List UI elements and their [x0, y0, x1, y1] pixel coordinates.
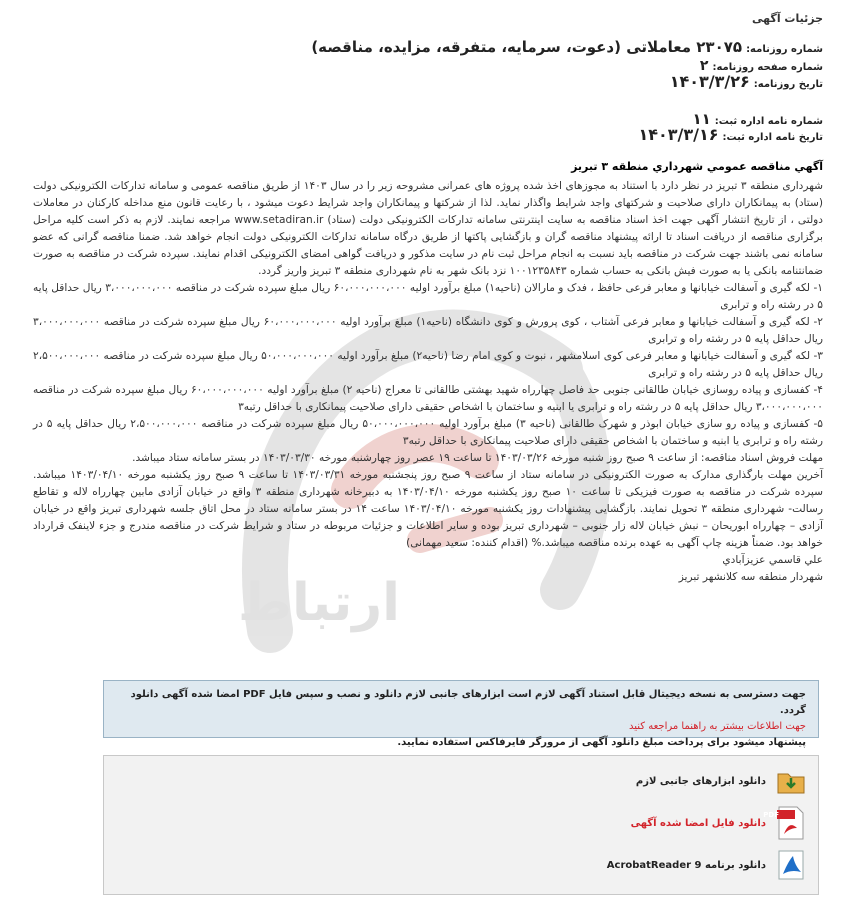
ad-item-2: ۲- لکه گیری و آسفالت خیابانها و معابر فرعی آشتاب ، کوی پرورش و کوی دانشگاه (ناحیه۱) مبلغ برآورد اولیه ۶۰،۰۰۰،۰۰۰،۰۰۰ ریال مبلغ سپرده شرکت در مناقصه ۳،۰۰۰،۰۰۰،۰۰۰ ریال حداقل پایه ۵ در رشته راه و ترابری [33, 316, 823, 345]
download-reader-link[interactable] [607, 847, 806, 883]
help-link[interactable]: جهت اطلاعات بیشتر به راهنما مراجعه کنید [628, 721, 806, 732]
notice-line-download: جهت دسترسی به نسخه دیجیتال قابل استناد آگهی لازم است ابزارهای جانبی لازم دانلود و نصب و سپس فایل PDF امضا شده آگهی دانلود گردد. [130, 689, 806, 716]
download-tools-link[interactable] [636, 763, 806, 799]
ad-paragraph-intro: شهرداری منطقه ۳ تبریز در نظر دارد با استناد به مجوزهای اخذ شده پروژه های عمرانی مشروحه زیر را در سال ۱۴۰۳ از طریق مناقصه عمومی و سامانه تدارکات الکترونیکی دولت (ستاد) به پیمانکاران دارای صلاحیت و شرکتهای واجد شرایط واگذار نماید. لذا از شرکتها و پیمانکاران واجد شرایط دعوت میشود ، با رعایت قانون منع مداخله کارکنان در معاملات دولتی ، از تاریخ انتشار آگهی جهت اخذ اسناد مناقصه به سایت اینترنتی سامانه تدارکات الکترونیکی دولت (ستاد) www.setadiran.ir مراجعه نمایند. لازم به ذکر است کلیه مراحل برگزاری مناقصه از دریافت اسناد تا ارائه پیشنهاد مناقصه گران و بازگشایی پاکتها از طریق درگاه سامانه تدارکات الکترونیکی دولت انجام خواهد شد. ضمنا مناقصه گرانی که عضو سامانه نمی باشند جهت شرکت در مناقصه باید نسبت به انجام مراحل ثبت نام در سایت مذکور و دریافت گواهی امضای الکترونیکی اقدام نمایند. سپرده شرکت در مناقصه به صورت ضمانتنامه بانکی یا به صورت فیش بانکی به حساب شماره ۱۰۰۱۲۳۵۸۴۳ نزد بانک شهر به نام شهرداری منطقه ۳ تبریز واریز گردد. [33, 180, 824, 277]
ad-signatory-title: شهردار منطقه سه كلانشهر تبريز [678, 571, 823, 583]
letter-date-label: تاریخ نامه اداره ثبت: [722, 132, 823, 143]
download-reader-label: دانلود برنامه AcrobatReader 9 [606, 859, 766, 871]
newspaper-date-row [670, 72, 823, 91]
ad-item-4: ۴- کفسازی و پیاده روسازی خیابان طالقانی جنوبی حد فاصل چهارراه شهید بهشتی طالقانی تا معراج (ناحیه ۲) مبلغ برآورد اولیه ۶۰،۰۰۰،۰۰۰،۰۰۰ ریال مبلغ سپرده شرکت در مناقصه ۳،۰۰۰،۰۰۰،۰۰۰ ریال حداقل پایه ۵ در رشته راه و ترابری یا ابنیه و ساختمان با اشخاص حقیقی دارای صلاحیت پیمانکاری با حداقل رتبه۳ [33, 384, 823, 413]
ad-body [33, 178, 823, 586]
download-pdf-label: دانلود فایل امضا شده آگهی [630, 817, 766, 829]
ad-item-5: ۵- کفسازی و پیاده رو سازی خیابان ابوذر و شهرک طالقانی (ناحیه ۳) مبلغ برآورد اولیه ۵۰،۰۰۰،۰۰۰،۰۰۰ ریال مبلغ سپرده شرکت در مناقصه ۲،۵۰۰،۰۰۰،۰۰۰ ریال حداقل پایه ۵ در رشته راه و ترابری یا ابنیه و ساختمان با اشخاص حقیقی دارای صلاحیت پیمانکاری با حداقل رتبه۳ [33, 418, 823, 447]
ad-sale-deadline: مهلت فروش اسناد مناقصه: از ساعت ۹ صبح روز شنبه مورخه ۱۴۰۳/۰۳/۲۶ تا ساعت ۱۹ عصر روز چهارشنبه مورخه ۱۴۰۳/۰۳/۳۰ در بستر سامانه ستاد میباشد. [132, 452, 823, 464]
download-folder-icon [776, 764, 806, 798]
newspaper-number-label: شماره روزنامه: [746, 44, 823, 55]
page-title: جزئیات آگهی [752, 12, 823, 25]
acrobat-reader-icon [776, 848, 806, 882]
page-number-value: ۲ [699, 58, 709, 74]
page-number-label: شماره صفحه روزنامه: [712, 62, 823, 73]
letter-number-value: ۱۱ [692, 110, 711, 128]
download-pdf-link[interactable] [631, 805, 806, 841]
ad-title: آگهي مناقصه عمومي شهرداري منطقه ۳ تبريز [571, 160, 823, 173]
pdf-file-icon [763, 806, 806, 840]
watermark-text: ارتباط [237, 573, 400, 633]
newspaper-number-value: ۲۳۰۷۵ معاملاتی (دعوت، سرمایه، متفرقه، مزایده، مناقصه) [311, 38, 743, 56]
notice-box [103, 680, 819, 748]
letter-number-label: شماره نامه اداره ثبت: [714, 116, 823, 127]
pdf-icon-text: PDF [763, 811, 779, 819]
newspaper-date-label: تاریخ روزنامه: [753, 79, 823, 90]
notice-line-browser: پیشنهاد میشود برای پرداخت مبلغ دانلود آگهی از مرورگر فایرفاکس استفاده نمایید. [397, 737, 806, 748]
newspaper-date-value: ۱۴۰۳/۳/۲۶ [669, 72, 750, 91]
ad-item-1: ۱- لکه گیری و آسفالت خیابانها و معابر فرعی حافظ ، فدک و مارالان (ناحیه۱) مبلغ برآورد اولیه ۶۰،۰۰۰،۰۰۰،۰۰۰ ریال مبلغ سپرده شرکت در مناقصه ۳،۰۰۰،۰۰۰،۰۰۰ ریال حداقل پایه ۵ در رشته راه و ترابری [33, 282, 823, 311]
ad-upload-deadline: آخرین مهلت بارگذاری مدارک به صورت الکترونیکی در سامانه ستاد از ساعت ۹ صبح روز پنجشنبه مورخه ۱۴۰۳/۰۳/۳۱ تا ساعت ۹ صبح روز یکشنبه مورخه ۱۴۰۳/۰۴/۱۰ میباشد. سپرده شرکت در مناقصه به صورت فیزیکی تا ساعت ۱۰ صبح روز یکشنبه مورخه ۱۴۰۳/۰۴/۱۰ به دبیرخانه شهرداری منطقه ۳ واقع در خیابان آزادی مابین چهارراه لاله و تقاطع رسالت- شهرداری منطقه ۳ تحویل نمایند. بازگشایی پیشنهادات روز یکشنبه مورخه ۱۴۰۳/۰۴/۱۰ ساعت ۱۴ در بستر سامانه ستاد در محل اتاق جلسه شهرداری تبریز واقع در خیابان آزادی – چهارراه ابوریحان – نبش خیابان لاله زار جنوبی – شهرداری تبریز بوده و سایر اطلاعات و جزئیات مربوطه در ستاد و شرایط شرکت در مناقصه مندرج و جزء لاینفک قرارداد خواهد بود. ضمناً هزینه چاپ آگهی به عهده برنده مناقصه میباشد.% (اقدام کننده: سعید مهمانی) [33, 469, 824, 549]
ad-item-3: ۳- لکه گیری و آسفالت خیابانها و معابر فرعی کوی اسلامشهر ، نبوت و کوی امام رضا (ناحیه۲) مبلغ برآورد اولیه ۵۰،۰۰۰،۰۰۰،۰۰۰ ریال مبلغ سپرده شرکت در مناقصه ۲،۵۰۰،۰۰۰،۰۰۰ ریال حداقل پایه ۵ در رشته راه و ترابری [33, 350, 823, 379]
ad-signatory-name: علي قاسمي عزيزآبادي [722, 554, 823, 566]
letter-date-row [638, 125, 823, 144]
newspaper-number-row [311, 38, 823, 56]
letter-date-value: ۱۴۰۳/۳/۱۶ [638, 125, 719, 144]
download-tools-label: دانلود ابزارهای جانبی لازم [635, 775, 766, 787]
downloads-box [103, 755, 819, 895]
